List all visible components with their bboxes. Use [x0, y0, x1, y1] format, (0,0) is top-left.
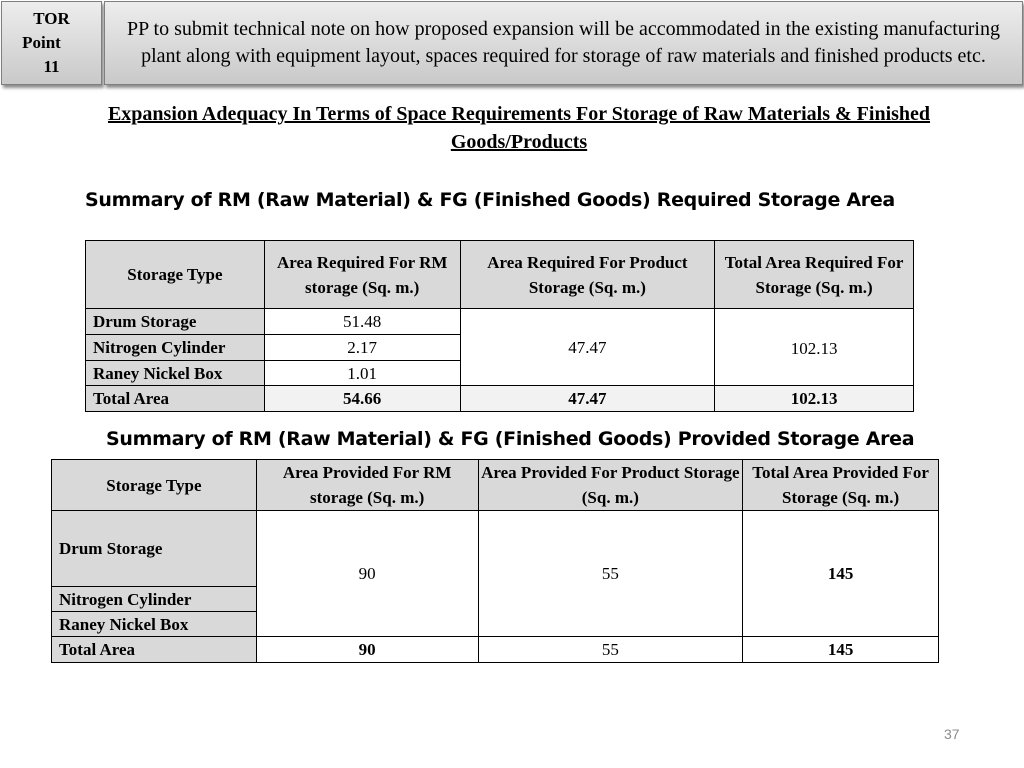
row-label: Drum Storage: [86, 309, 265, 335]
row-label: Drum Storage: [52, 511, 257, 587]
slide-title: PP to submit technical note on how proposed expansion will be accommodated in the existing manufacturing plant along with equipment layout, spaces required for storage of raw materials and finished products etc.: [127, 18, 1000, 67]
row-label: Raney Nickel Box: [52, 612, 257, 637]
rm-area-cell: 1.01: [264, 361, 460, 386]
header-total-area: Total Area Required For Storage (Sq. m.): [715, 241, 914, 309]
total-row: [52, 637, 939, 663]
required-storage-subtitle: Summary of RM (Raw Material) & FG (Finished Goods) Required Storage Area: [85, 189, 895, 211]
total-rm-cell: 90: [256, 637, 478, 663]
total-area-cell: 102.13: [715, 309, 914, 386]
table-header-row: [52, 460, 939, 511]
rm-area-cell: 51.48: [264, 309, 460, 335]
row-label: Raney Nickel Box: [86, 361, 265, 386]
header-product-area: Area Provided For Product Storage (Sq. m.): [478, 460, 743, 511]
tor-point-label: Point: [22, 33, 61, 52]
total-area-cell: 145: [743, 511, 939, 637]
provided-storage-table: [51, 459, 939, 663]
total-rm-cell: 54.66: [264, 386, 460, 412]
rm-area-cell: 2.17: [264, 335, 460, 361]
header-product-area: Area Required For Product Storage (Sq. m.): [460, 241, 715, 309]
page-number: 37: [944, 726, 960, 742]
provided-storage-subtitle: Summary of RM (Raw Material) & FG (Finished Goods) Provided Storage Area: [106, 428, 915, 450]
product-area-cell: 55: [478, 511, 743, 637]
header-rm-area: Area Required For RM storage (Sq. m.): [264, 241, 460, 309]
total-total-cell: 145: [743, 637, 939, 663]
header-total-area: Total Area Provided For Storage (Sq. m.): [743, 460, 939, 511]
header-storage-type: Storage Type: [52, 460, 257, 511]
total-label: Total Area: [86, 386, 265, 412]
header-rm-area: Area Provided For RM storage (Sq. m.): [256, 460, 478, 511]
header-storage-type: Storage Type: [86, 241, 265, 309]
tor-label: TOR: [33, 9, 70, 28]
row-label: Nitrogen Cylinder: [52, 587, 257, 612]
table-header-row: [86, 241, 914, 309]
required-storage-table: [85, 240, 914, 412]
total-label: Total Area: [52, 637, 257, 663]
product-area-cell: 47.47: [460, 309, 715, 386]
slide-title-box: [104, 1, 1023, 85]
section-heading: Expansion Adequacy In Terms of Space Requirements For Storage of Raw Materials & Finished Goods/Products: [107, 103, 931, 153]
table-row: [52, 511, 939, 587]
tor-point-box: [1, 1, 102, 85]
total-product-cell: 47.47: [460, 386, 715, 412]
table-row: [86, 309, 914, 335]
total-total-cell: 102.13: [715, 386, 914, 412]
rm-area-cell: 90: [256, 511, 478, 637]
total-product-cell: 55: [478, 637, 743, 663]
tor-number: 11: [43, 57, 60, 76]
row-label: Nitrogen Cylinder: [86, 335, 265, 361]
total-row: [86, 386, 914, 412]
